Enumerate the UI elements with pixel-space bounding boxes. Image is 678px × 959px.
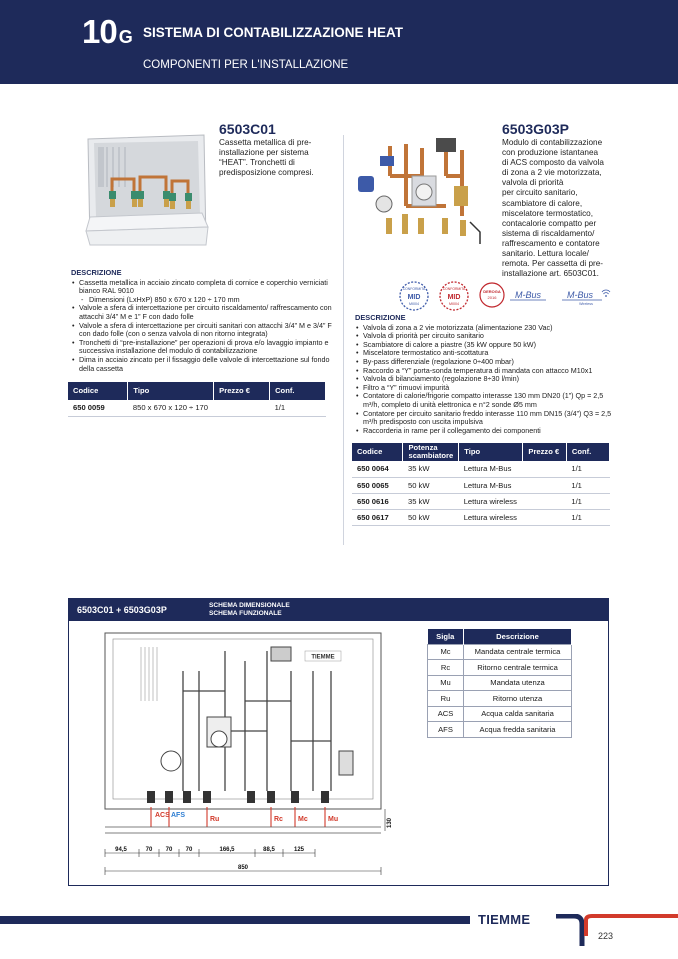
desc-line: Modulo di contabilizzazione: [502, 138, 603, 147]
page-number: 223: [598, 931, 614, 941]
connection-label: Ru: [210, 816, 220, 823]
feature-item: • Raccordo a “Y” porta-sonda temperatura di mandata con attacco M10x1: [355, 367, 615, 376]
cell-conf: 1/1: [566, 493, 609, 509]
desc-line: predisposizione compresi.: [219, 168, 314, 178]
col-header: Conf.: [566, 443, 609, 461]
legend-desc: Mandata centrale termica: [464, 644, 572, 660]
mid-badge-icon: [400, 282, 428, 310]
product-code-left: 6503C01: [219, 121, 276, 137]
cabinet-image: [82, 133, 210, 254]
svg-text:CONFORMITA: CONFORMITA: [442, 287, 466, 291]
desc-line: con produzione istantanea: [502, 148, 599, 158]
brand-swoosh-icon: [556, 914, 678, 953]
col-header: Prezzo €: [523, 443, 566, 461]
mid-badge-red-icon: [440, 282, 468, 310]
legend-desc: Acqua calda sanitaria: [464, 706, 572, 722]
feature-item: • Valvole a sfera di intercettazione per circuito riscaldamento/ raffrescamento con attacchi 3/4” M e 1” F con dado folle: [71, 304, 333, 321]
price-table-left: [68, 382, 326, 417]
cell-code: 650 0059: [68, 400, 128, 416]
feature-item: • Valvola di bilanciamento (regolazione 8÷30 l/min): [355, 375, 615, 384]
cell-power: 50 kW: [403, 477, 459, 493]
connection-label: Mu: [328, 816, 339, 823]
product-code-right: 6503G03P: [502, 121, 569, 137]
col-header: Tipo: [459, 443, 523, 461]
mbus-wireless-logo-icon: [562, 290, 610, 306]
col-header: Conf.: [270, 382, 326, 400]
connection-label: Rc: [274, 816, 283, 823]
feature-item: - Dimensioni (LxHxP) 850 x 670 x 120 ÷ 170 mm: [71, 296, 333, 305]
dimension-side: 130: [387, 817, 393, 829]
cell-power: 35 kW: [403, 461, 459, 477]
svg-text:Wireless: Wireless: [579, 302, 593, 306]
cell-conf: 1/1: [566, 461, 609, 477]
desc-line: miscelatore termostatico,: [502, 208, 594, 218]
footer-bar: [0, 916, 470, 924]
legend-table: [427, 629, 572, 738]
legend-desc: Mandata utenza: [464, 675, 572, 691]
feature-item: • Raccorderia in rame per il collegamento dei componenti: [355, 427, 615, 436]
dimension-label: 70: [145, 847, 153, 853]
legend-desc: Ritorno utenza: [464, 691, 572, 707]
cell-code: 650 0617: [352, 509, 403, 525]
desc-line: Cassetta metallica di pre-: [219, 138, 312, 147]
desc-line: sanitario. Lettura locale/: [502, 249, 589, 259]
desc-line: raffrescamento e contatore: [502, 238, 600, 248]
legend-header: Sigla: [428, 629, 464, 644]
column-divider: [343, 135, 344, 545]
desc-line: scambiatore di calore,: [502, 198, 583, 208]
feature-item: • Valvola di priorità per circuito sanitario: [355, 332, 615, 341]
col-header: Tipo: [128, 382, 214, 400]
dimension-label: 88,5: [263, 847, 275, 853]
table-row: [352, 461, 610, 477]
svg-text:MI004: MI004: [449, 302, 459, 306]
feature-item: • Filtro a “Y” rimuovi impurità: [355, 384, 615, 393]
cell-type: Lettura M-Bus: [459, 461, 523, 477]
svg-text:DEROGA: DEROGA: [483, 289, 501, 294]
svg-text:2016: 2016: [487, 295, 497, 300]
product-description-right: [502, 138, 604, 279]
schema-header: [69, 599, 608, 621]
cell-price: [214, 400, 270, 416]
desc-line: di ACS composto da valvola: [502, 158, 604, 168]
legend-code: Mc: [428, 644, 464, 660]
table-row: [352, 477, 610, 493]
table-row: [352, 493, 610, 509]
dimension-label: 70: [185, 847, 193, 853]
cell-price: [523, 461, 566, 477]
connection-label: ACS: [155, 812, 170, 819]
svg-text:MID: MID: [407, 294, 421, 301]
cell-conf: 1/1: [566, 509, 609, 525]
legend-row: [428, 675, 572, 691]
footer-brand-logo: TIEMME: [478, 912, 531, 927]
schema-title: 6503C01 + 6503G03P: [77, 605, 167, 615]
legend-code: Mu: [428, 675, 464, 691]
svg-text:CONFORMITA: CONFORMITA: [402, 287, 426, 291]
feature-item: • Valvola di zona a 2 vie motorizzata (alimentazione 230 Vac): [355, 324, 615, 333]
col-header: Prezzo €: [214, 382, 270, 400]
feature-item: • Miscelatore termostatico anti-scottatura: [355, 349, 615, 358]
description-title: DESCRIZIONE: [355, 313, 406, 322]
legend-row: [428, 660, 572, 676]
cell-code: 650 0064: [352, 461, 403, 477]
desc-line: per circuito sanitario,: [502, 188, 578, 198]
module-image: [350, 136, 496, 255]
desc-line: remota. Per cassetta di pre-: [502, 259, 604, 269]
description-title: DESCRIZIONE: [71, 268, 122, 277]
col-header: Potenza scambiatore: [403, 443, 459, 461]
svg-text:MID: MID: [447, 294, 461, 301]
chapter-suffix: G: [118, 27, 132, 47]
legend-code: Rc: [428, 660, 464, 676]
feature-item: • Scambiatore di calore a piastre (35 kW oppure 50 kW): [355, 341, 615, 350]
dimension-label: 166,5: [219, 847, 235, 853]
mbus-logo-icon: [510, 290, 546, 300]
schema-subtitle-line: SCHEMA DIMENSIONALE: [209, 602, 290, 609]
chapter-number: 10 G: [82, 13, 132, 50]
cell-type: Lettura wireless: [459, 509, 523, 525]
cell-code: 650 0616: [352, 493, 403, 509]
cell-power: 50 kW: [403, 509, 459, 525]
product-description-left: [219, 138, 314, 178]
legend-code: ACS: [428, 706, 464, 722]
feature-item: • Contatore per circuito sanitario freddo interasse 110 mm DN15 (3/4”) Q3 = 2,5 m³/h predisposto con uscita impulsiva: [355, 410, 615, 427]
table-row: [68, 400, 326, 416]
cell-price: [523, 477, 566, 493]
cell-code: 650 0065: [352, 477, 403, 493]
certification-badges: [398, 280, 630, 317]
connection-label: AFS: [171, 812, 185, 819]
description-right: [355, 314, 615, 435]
table-row: [352, 509, 610, 525]
legend-row: [428, 706, 572, 722]
deroga-badge-icon: [480, 283, 504, 307]
connection-label: Mc: [298, 816, 308, 823]
cell-power: 35 kW: [403, 493, 459, 509]
legend-row: [428, 691, 572, 707]
cell-type: Lettura M-Bus: [459, 477, 523, 493]
desc-line: “HEAT”. Tronchetti di: [219, 158, 295, 168]
svg-text:MI004: MI004: [409, 302, 419, 306]
desc-line: sistema di riscaldamento/: [502, 228, 595, 238]
legend-row: [428, 722, 572, 738]
chapter-subtitle: COMPONENTI PER L'INSTALLAZIONE: [143, 59, 349, 71]
legend-desc: Acqua fredda sanitaria: [464, 722, 572, 738]
desc-line: contacalorie compatto per: [502, 218, 597, 228]
feature-item: • Tronchetti di “pre-installazione” per operazioni di prova e/o lavaggio impianto e successiva installazione del modulo di contabilizzazione: [71, 339, 333, 356]
feature-item: • Valvole a sfera di intercettazione per circuiti sanitari con attacchi 3/4” M e 3/4” F con dado folle (con o senza valvola di non ritorno integrata): [71, 322, 333, 339]
legend-code: AFS: [428, 722, 464, 738]
dimension-label: 70: [165, 847, 173, 853]
svg-text:M-Bus: M-Bus: [566, 290, 594, 300]
legend-row: [428, 644, 572, 660]
schema-brand-label: TIEMME: [311, 654, 335, 661]
legend-header: Descrizione: [464, 629, 572, 644]
description-left: [71, 269, 333, 373]
feature-item: • Dima in acciaio zincato per il fissaggio delle valvole di intercettazione sul fondo della cassetta: [71, 356, 333, 373]
legend-code: Ru: [428, 691, 464, 707]
schema-subtitle-line: SCHEMA FUNZIONALE: [209, 610, 282, 617]
col-header: Codice: [352, 443, 403, 461]
chapter-header: [0, 0, 678, 84]
schema-subtitle: [209, 602, 290, 618]
cell-conf: 1/1: [566, 477, 609, 493]
cell-type: 850 x 670 x 120 ÷ 170: [128, 400, 214, 416]
dimension-label: 94,5: [115, 847, 127, 853]
desc-line: di zona a 2 vie motorizzata,: [502, 168, 602, 178]
desc-line: valvola di priorità: [502, 178, 564, 188]
cell-type: Lettura wireless: [459, 493, 523, 509]
cell-conf: 1/1: [270, 400, 326, 416]
schema-panel: [68, 598, 609, 886]
col-header: Codice: [68, 382, 128, 400]
cell-price: [523, 493, 566, 509]
schema-drawing: [95, 631, 395, 888]
cell-price: [523, 509, 566, 525]
price-table-right: [352, 443, 610, 526]
desc-line: installazione per sistema: [219, 148, 309, 158]
desc-line: installazione art. 6503C01.: [502, 269, 599, 279]
chapter-title: SISTEMA DI CONTABILIZZAZIONE HEAT: [143, 25, 403, 40]
feature-item: • Contatore di calorie/frigorie compatto interasse 130 mm DN20 (1”) Qp = 2,5 m³/h, completo di unità elettronica e n°2 sonde Ø5 mm: [355, 392, 615, 409]
feature-item: • Cassetta metallica in acciaio zincato completa di cornice e coperchio verniciati bianco RAL 9010: [71, 279, 333, 296]
dimension-label: 125: [293, 847, 305, 853]
dimension-total: 850: [237, 865, 249, 871]
svg-text:M-Bus: M-Bus: [514, 290, 542, 300]
legend-desc: Ritorno centrale termica: [464, 660, 572, 676]
feature-item: • By-pass differenziale (regolazione 0÷400 mbar): [355, 358, 615, 367]
